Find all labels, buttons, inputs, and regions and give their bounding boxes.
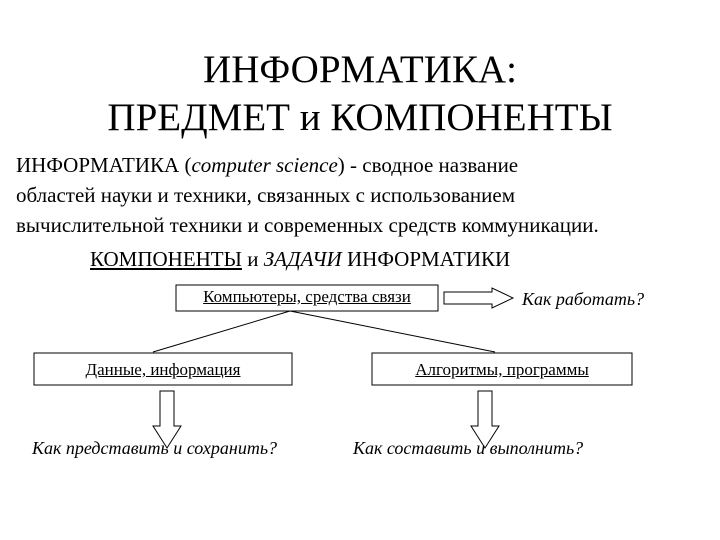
left-question: Как представить и сохранить? [32,438,278,458]
connector-left [153,311,290,352]
title-line-2: ПРЕДМЕТ и КОМПОНЕНТЫ [107,96,613,139]
components-word: КОМПОНЕНТЫ [90,247,242,271]
title-line-1: ИНФОРМАТИКА: [203,48,517,91]
definition-english-term: computer science [191,153,338,177]
definition-line-2: областей науки и техники, связанных с использованием [16,183,516,207]
definition-line-3: вычислительной техники и современных средств коммуникации. [16,213,599,237]
top-box-label: Компьютеры, средства связи [203,287,411,306]
right-question: Как составить и выполнить? [353,438,584,458]
informatics-word: ИНФОРМАТИКИ [341,247,511,271]
right-arrow-icon [444,288,513,308]
right-box-label: Алгоритмы, программы [415,360,589,379]
top-question: Как работать? [522,289,645,309]
connector-right [290,311,495,352]
left-box-label: Данные, информация [85,360,241,379]
definition-term: ИНФОРМАТИКА [16,153,180,177]
definition-rest-line-1: ) - сводное название [337,153,519,177]
and-word: и [241,247,264,271]
tasks-word: ЗАДАЧИ [263,247,342,271]
definition-open-paren: ( [179,153,192,177]
